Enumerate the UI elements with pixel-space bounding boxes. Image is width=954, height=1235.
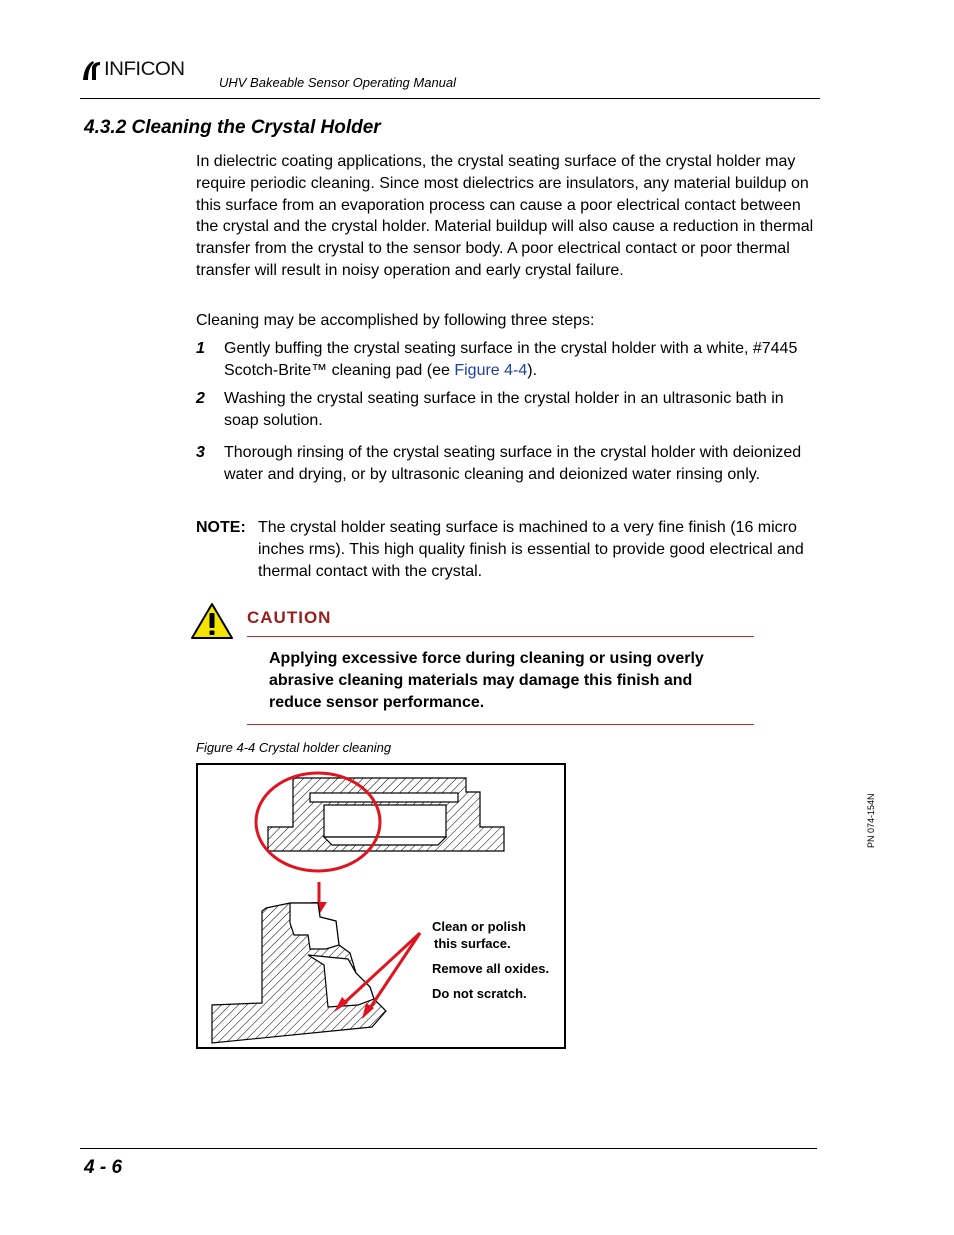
caution-title: CAUTION (247, 608, 332, 627)
note-block (196, 517, 816, 582)
holder-detail-section (212, 903, 386, 1043)
holder-top-section (268, 778, 504, 851)
note-text: The crystal holder seating surface is machined to a very fine finish (16 micro inches rms). This high quality finish is essential to provide good electrical and thermal contact with the crystal. (258, 519, 804, 580)
step-3 (196, 442, 816, 486)
steps-lead-paragraph: Cleaning may be accomplished by following three steps: (196, 312, 595, 329)
inficon-logo-icon (81, 58, 101, 82)
step-text: Gently buffing the crystal seating surface in the crystal holder with a white, #7445 Scotch-Brite™ cleaning pad (ee Figure 4-4). (224, 340, 798, 379)
step-text: Washing the crystal seating surface in the crystal holder in an ultrasonic bath in soap solution. (224, 390, 784, 429)
warning-triangle-icon (190, 602, 234, 645)
caution-divider-bottom (247, 724, 754, 725)
crystal-holder-drawing (198, 765, 564, 1047)
step-number: 3 (196, 444, 205, 461)
clean-label-line1: Clean or polish (432, 919, 526, 934)
intro-paragraph: In dielectric coating applications, the crystal seating surface of the crystal holder may require periodic cleaning. Since most dielectrics are insulators, any material buildup on this surface from an evaporation process can cause a poor electrical contact between the crystal and the crystal holder. Material buildup will also cause a reduction in thermal transfer from the crystal to the sensor body. A poor electrical contact or poor thermal transfer will result in noisy operation and early crystal failure. (196, 153, 814, 279)
note-label: NOTE: (196, 519, 246, 536)
logo-text: INFICON (104, 59, 185, 80)
crystal-holder-figure (196, 763, 566, 1049)
footer-divider (80, 1148, 817, 1149)
step-1 (196, 338, 816, 382)
manual-title: UHV Bakeable Sensor Operating Manual (219, 75, 457, 90)
clean-label-line2: this surface. (434, 936, 511, 951)
step-number: 2 (196, 390, 205, 407)
step-text: Thorough rinsing of the crystal seating surface in the crystal holder with deionized water and drying, or by ultrasonic cleaning and deionized water rinsing only. (224, 444, 802, 483)
inficon-logo (81, 58, 185, 82)
page-number: 4 - 6 (84, 1157, 123, 1178)
caution-divider-top (247, 636, 754, 637)
header-divider (80, 98, 820, 99)
step-number: 1 (196, 340, 205, 357)
step-2 (196, 388, 816, 432)
section-title: 4.3.2 Cleaning the Crystal Holder (84, 117, 381, 138)
remove-oxides-label: Remove all oxides. (432, 961, 550, 976)
no-scratch-label: Do not scratch. (432, 986, 527, 1001)
figure-caption: Figure 4-4 Crystal holder cleaning (196, 740, 392, 755)
caution-text: Applying excessive force during cleaning or using overly abrasive cleaning materials may damage this finish and reduce sensor performance. (269, 650, 704, 711)
figure-4-4-link[interactable]: Figure 4-4 (454, 361, 528, 379)
part-number: PN 074-154N (866, 793, 876, 848)
